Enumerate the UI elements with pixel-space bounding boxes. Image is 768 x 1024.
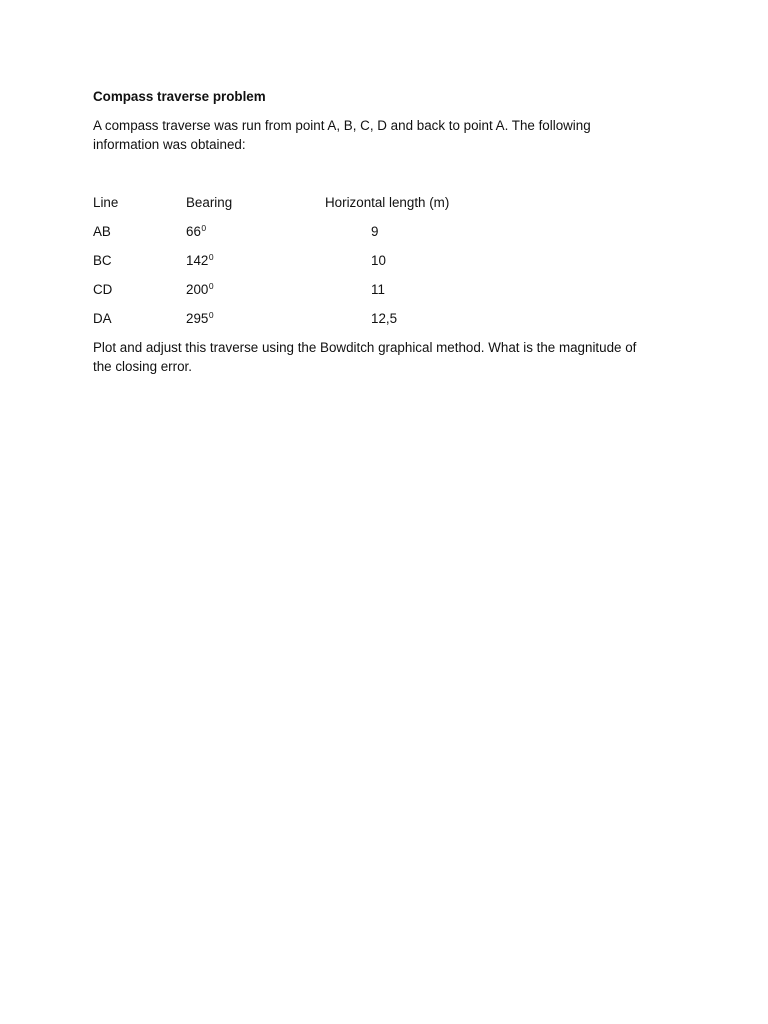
degree-mark: 0 — [208, 310, 214, 320]
question-line-1: Plot and adjust this traverse using the Bowditch graphical method. What is the magnitude of — [93, 340, 637, 355]
intro-line-1: A compass traverse was run from point A, B, C, D and back to point A. The following — [93, 118, 591, 133]
degree-mark: 0 — [201, 223, 207, 233]
question-paragraph — [93, 338, 693, 376]
bearing-value: 66 — [186, 224, 201, 239]
header-line: Line — [93, 195, 119, 210]
traverse-table — [93, 193, 593, 338]
table-row — [93, 251, 593, 280]
row-length: 10 — [371, 253, 386, 268]
row-bearing — [186, 309, 214, 330]
bearing-value: 200 — [186, 282, 209, 297]
header-length: Horizontal length (m) — [325, 195, 450, 210]
row-length: 12,5 — [371, 311, 398, 326]
document-title: Compass traverse problem — [93, 89, 266, 104]
degree-mark: 0 — [208, 281, 214, 291]
question-line-2: the closing error. — [93, 359, 192, 374]
intro-line-2: information was obtained: — [93, 137, 246, 152]
row-line: CD — [93, 282, 113, 297]
row-line: DA — [93, 311, 112, 326]
row-line: BC — [93, 253, 112, 268]
row-line: AB — [93, 224, 111, 239]
row-bearing — [186, 251, 214, 272]
row-bearing — [186, 222, 206, 243]
bearing-value: 295 — [186, 311, 209, 326]
table-row — [93, 309, 593, 338]
table-row — [93, 280, 593, 309]
row-length: 9 — [371, 224, 379, 239]
row-length: 11 — [371, 282, 385, 297]
intro-paragraph — [93, 116, 693, 154]
header-bearing: Bearing — [186, 195, 233, 210]
table-header-row — [93, 193, 593, 222]
degree-mark: 0 — [208, 252, 214, 262]
bearing-value: 142 — [186, 253, 209, 268]
row-bearing — [186, 280, 214, 301]
table-row — [93, 222, 593, 251]
